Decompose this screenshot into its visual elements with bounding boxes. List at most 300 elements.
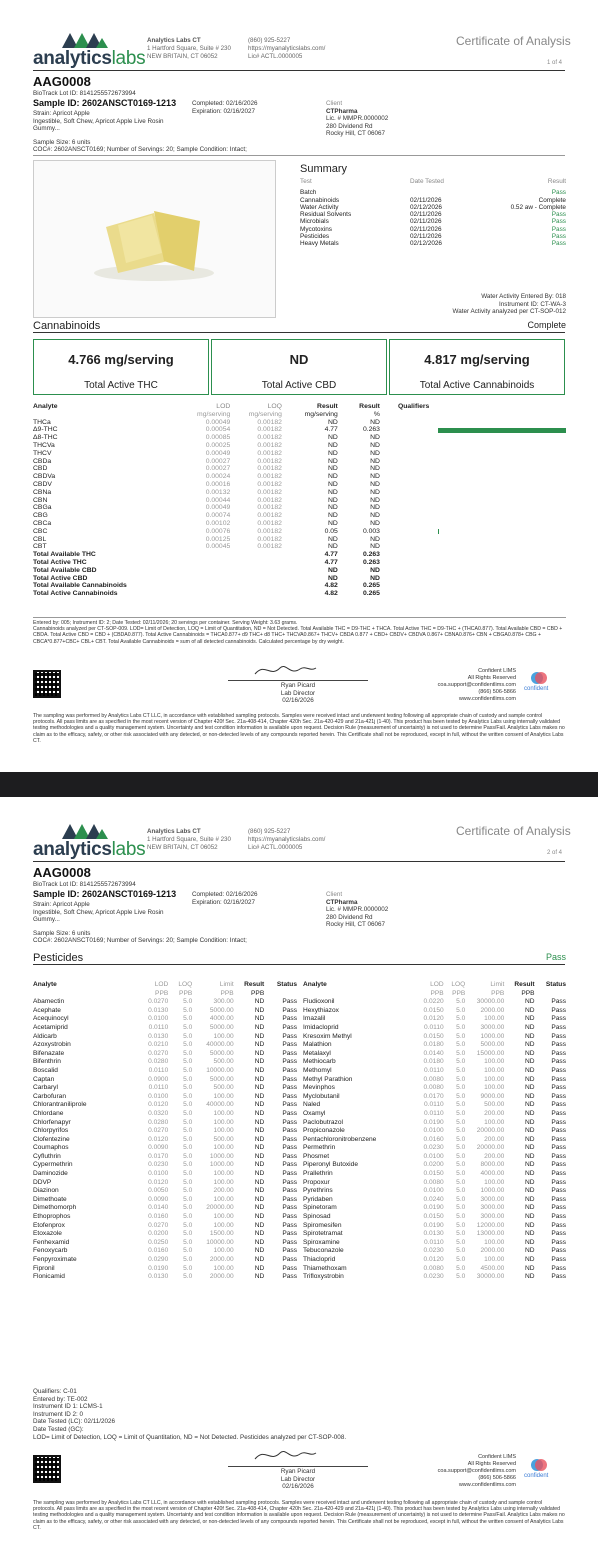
- status-value: Pass: [551, 1058, 566, 1066]
- document-title: Certificate of Analysis: [456, 824, 571, 838]
- status-value: Pass: [551, 1204, 566, 1212]
- analyte-name: CBNa: [33, 488, 52, 496]
- lod-value: 0.0280: [148, 1118, 169, 1126]
- loq-value: 5.0: [183, 1152, 193, 1160]
- loq-value: 5.0: [456, 1023, 466, 1031]
- lab-logo: analyticslabs: [33, 48, 146, 69]
- result-value: ND: [254, 1273, 265, 1281]
- loq-value: 5.0: [456, 1256, 466, 1263]
- total-percent: ND: [370, 574, 380, 582]
- disclaimer: The sampling was performed by Analytics Labs CT LLC, in accordance with established sampling protocols. Samples were received intact and underwent testing following all appropriate chain of custody and sample control protocols. All pass limits are as specified in the most recent version of Chapter 420f Sec. 21a-408-414, Chapter 420h Sec. 21a-420-429 and 21a-421j (1-40). This product has been tested by Analytics Labs using internally validated testing methodologies and a quality management system. Uncertainty and test condition information is available upon request. Decision Rule (measurement of uncertainty) is not used to determine Pass/Fail. Analytics Labs makes no claim as to the efficacy, safety, or other risk associated with any detected, or non-detected levels of any compounds reported herein. This Certificate shall not be reproduced, except in full, without the written consent of Analytics Labs CT.: [33, 1500, 565, 1531]
- cannabinoid-row: [33, 434, 566, 442]
- lod-value: 0.0170: [423, 1092, 444, 1100]
- pesticide-name: Imidacloprid: [303, 1023, 339, 1031]
- loq-value: 5.0: [456, 1195, 466, 1203]
- lod-value: 0.0900: [148, 1075, 169, 1083]
- client-info: Client CTPharma Lic. # MMPR.0000002 280 Dividend Rd Rocky Hill, CT 06067: [326, 100, 389, 138]
- cannabinoid-row: [33, 512, 566, 520]
- lod-value: 0.0190: [423, 1118, 444, 1126]
- status-value: Pass: [551, 1264, 566, 1272]
- loq-value: 5.0: [183, 1221, 193, 1229]
- header-divider: [33, 861, 565, 862]
- result-value: ND: [525, 1066, 535, 1074]
- confident-brand: confident: [524, 686, 549, 692]
- pesticide-row: [33, 1033, 297, 1042]
- total-name: Total Available Cannabinoids: [33, 582, 127, 590]
- lod-value: 0.0230: [423, 1247, 444, 1255]
- limit-value: 200.00: [213, 1187, 234, 1195]
- lod-value: 0.00045: [205, 543, 231, 551]
- pesticide-name: Paclobutrazol: [303, 1118, 343, 1126]
- pesticide-row: [33, 1093, 297, 1102]
- total-active-cbd-box: ND Total Active CBD: [211, 339, 387, 395]
- analyte-name: CBT: [33, 543, 47, 551]
- status-value: Pass: [551, 1256, 566, 1263]
- pesticide-row: [303, 1093, 566, 1102]
- pesticide-name: Fipronil: [33, 1264, 55, 1272]
- pesticide-name: Spinetoram: [303, 1204, 337, 1212]
- lod-value: 0.0110: [424, 1023, 444, 1031]
- loq-value: 5.0: [456, 1075, 466, 1083]
- lod-value: 0.0110: [148, 1023, 169, 1031]
- limit-value: 1000.00: [209, 1161, 234, 1169]
- pesticide-row: [33, 1144, 297, 1153]
- loq-value: 5.0: [183, 1256, 193, 1263]
- status-value: Pass: [551, 1135, 566, 1143]
- pesticide-name: Fenpyroximate: [33, 1256, 77, 1263]
- total-percent: ND: [370, 566, 380, 574]
- result-mg: ND: [328, 441, 338, 449]
- lod-value: 0.0150: [423, 1032, 444, 1040]
- summary-row: [300, 197, 566, 204]
- result-value: ND: [525, 1170, 535, 1178]
- loq-value: 5.0: [456, 1127, 466, 1135]
- summary-test: Mycotoxins: [300, 225, 332, 233]
- lod-value: 0.0290: [148, 1256, 169, 1263]
- empty-cell: [230, 590, 282, 598]
- total-percent: 0.265: [362, 590, 380, 598]
- status-value: Pass: [551, 1273, 566, 1281]
- coa-page-1: [0, 0, 598, 772]
- result-value: ND: [525, 1152, 535, 1160]
- pesticide-name: Etofenprox: [33, 1221, 65, 1229]
- result-value: ND: [525, 1118, 535, 1126]
- cannabinoid-table: Analyte LOD LOQ Result Result Qualifiers mg/serving mg/serving mg/serving % THCa 0.00049 0.00182 ND ND Δ9-THC 0.00054 0.00182 4.77 0.263 Δ8-THC 0.00085 0.00182 ND ND THCVa 0.00025 0.00182 ND ND THCV 0.00049 0.00182 ND ND CBDa 0.00027 0.00182 ND ND CBD 0.00027 0.00182 ND ND CBDVa 0.00024 0.00182 ND ND CBDV 0.00016 0.00182 ND ND CBNa 0.00132 0.00182 ND ND CBN 0.00044 0.00182 ND ND CBGa 0.00049 0.00182 ND ND CBG 0.00074 0.00182 ND ND CBCa 0.00102 0.00182 ND ND CBC 0.00076 0.00182 0.05 0.003 CBL 0.00125 0.00182 ND ND CBT 0.00045 0.00182 ND ND Total Available THC 4.77 0.263 Total Active THC 4.77 0.263 Total Available CBD ND ND Total Active CBD ND ND Total Available Cannabinoids 4.82 0.265 Total Active Cannabinoids 4.82 0.265: [33, 403, 566, 598]
- pesticide-row: [303, 1144, 566, 1153]
- qualifier-bar-cell: [380, 426, 566, 434]
- pesticide-name: Chlordane: [33, 1109, 64, 1117]
- status-value: Pass: [282, 1032, 297, 1040]
- cannabinoid-row: [33, 489, 566, 497]
- loq-value: 5.0: [183, 1230, 193, 1238]
- qualifier-bar-cell: [380, 442, 566, 450]
- pesticide-name: Myclobutanil: [303, 1092, 340, 1100]
- pesticide-row: [33, 1127, 297, 1136]
- limit-value: 9000.00: [480, 1092, 505, 1100]
- pesticide-row: [33, 1058, 297, 1067]
- limit-value: 100.00: [484, 1178, 505, 1186]
- result-value: ND: [254, 1066, 265, 1074]
- result-value: ND: [525, 1092, 535, 1100]
- result-value: ND: [254, 1221, 265, 1229]
- result-value: ND: [254, 1256, 265, 1263]
- page-separator: [0, 772, 598, 797]
- pesticide-row: [303, 1050, 566, 1059]
- lab-address: Analytics Labs CT 1 Hartford Square, Suite # 230 NEW BRITAIN, CT 06052: [147, 828, 231, 851]
- result-value: ND: [525, 1195, 535, 1203]
- limit-value: 8000.00: [480, 1161, 505, 1169]
- loq-value: 5.0: [183, 1187, 193, 1195]
- pesticides-divider: [33, 964, 565, 965]
- pesticides-table-right: Analyte LOD LOQ Limit Result Status PPB PPB PPB PPB Fludioxonil 0.0220 5.0 30000.00 ND Pass Hexythiazox 0.0150 5.0 2000.00 ND Pass Imazalil 0.0120 5.0 100.00 ND Pass Imidacloprid 0.0110 5.0 3000.00 ND Pass Kresoxim Methyl 0.0150 5.0 1000.00 ND Pass Malathion 0.0180 5.0 5000.00 ND Pass Metalaxyl 0.0140 5.0 15000.00 ND Pass Methiocarb 0.0180 5.0 100.00 ND Pass Methomyl 0.0110 5.0 100.00 ND Pass Methyl Parathion 0.0080 5.0 100.00 ND Pass Mevinphos 0.0080 5.0 100.00 ND Pass Myclobutanil 0.0170 5.0 9000.00 ND Pass Naled 0.0110 5.0 500.00 ND Pass Oxamyl 0.0110 5.0 200.00 ND Pass Paclobutrazol 0.0190 5.0 100.00 ND Pass Propiconazole 0.0100 5.0 20000.00 ND Pass Pentachloronitrobenzene 0.0160 5.0 200.00 ND Pass Permethrin 0.0230 5.0 20000.00 ND Pass Phosmet 0.0100 5.0 200.00 ND Pass Piperonyl Butoxide 0.0200 5.0 8000.00 ND Pass Prallethrin 0.0150 5.0 4000.00 ND Pass Propoxur 0.0080 5.0 100.00 ND Pass Pyrethrins 0.0100 5.0 1000.00 ND Pass Pyridaben 0.0240 5.0 3000.00 ND Pass Spinetoram 0.0190 5.0 3000.00 ND Pass Spinosad 0.0150 5.0 3000.00 ND Pass Spiromesifen 0.0190 5.0 12000.00 ND Pass Spirotetramat 0.0130 5.0 13000.00 ND Pass Spiroxamine 0.0110 5.0 100.00 ND Pass Tebuconazole 0.0230 5.0 2000.00 ND Pass Thiacloprid 0.0120 5.0 100.00 ND Pass Thiamethoxam 0.0080 5.0 4500.00 ND Pass Trifloxystrobin 0.0230 5.0 30000.00 ND Pass: [303, 981, 566, 1281]
- summary-test: Microbials: [300, 218, 329, 226]
- pesticide-name: Carbofuran: [33, 1092, 66, 1100]
- cannabinoid-row: [33, 497, 566, 505]
- lod-value: 0.00024: [205, 473, 231, 481]
- limit-value: 100.00: [213, 1195, 234, 1203]
- lod-value: 0.00125: [205, 535, 231, 543]
- result-value: ND: [525, 1101, 535, 1109]
- status-value: Pass: [282, 1204, 297, 1212]
- result-value: ND: [254, 1049, 265, 1057]
- lod-value: 0.0190: [148, 1264, 169, 1272]
- qualifier-bar-cell: [380, 536, 566, 544]
- summary-result: Pass: [551, 189, 566, 197]
- pesticide-name: Pyrethrins: [303, 1187, 333, 1195]
- result-value: ND: [525, 1049, 535, 1057]
- pesticide-row: [33, 1273, 297, 1282]
- page-number: 1 of 4: [547, 60, 563, 66]
- result-mg: ND: [328, 465, 338, 473]
- document-title: Certificate of Analysis: [456, 34, 571, 48]
- empty-cell: [153, 567, 230, 575]
- pesticide-name: Naled: [303, 1101, 321, 1109]
- lod-value: 0.0320: [148, 1109, 169, 1117]
- pesticide-name: Chlorfenapyr: [33, 1118, 71, 1126]
- empty-cell: [153, 559, 230, 567]
- cannabinoid-notes: Entered by: 005; Instrument ID: 2; Date Tested: 02/11/2026; 20 servings per container. Serving Weight: 3.63 grams. Cannabinoids analyzed per CT-SOP-009. LOD= Limit of Detection, LOQ = Limit of Quantitation, ND = Not Detected. Total Available THC = D9-THC + THCA. Total Active THC = D9-THC + (THCA0.877). Total Available CBD = CBD + CBDA. Total Active CBD = CBD + (CBDA0.877). Total Active Cannabinoids = THCA0.877+ d9 THC+ d8 THC+ THCVA0.867+ THCV+ CBDA 0.877 + CBD+ CBDV+ CBDVA 0.867+ CBNA0.876+ CBN + CBGA0.878+ CBG + CBCA*0.877+CBC+ CBL+ CBT. Total Available Cannabinoids = sum of all detected cannabinoids. Calculated percentage by dry weight.: [33, 620, 563, 645]
- empty-cell: [230, 559, 282, 567]
- lod-value: 0.0270: [148, 1221, 169, 1229]
- cannabinoid-row: [33, 520, 566, 528]
- sample-size: Sample Size: 6 units: [33, 930, 91, 937]
- lod-value: 0.00025: [205, 441, 231, 449]
- loq-value: 0.00182: [257, 426, 282, 434]
- loq-value: 5.0: [456, 1066, 466, 1074]
- pesticide-row: [33, 1067, 297, 1076]
- pesticide-name: Spirotetramat: [303, 1230, 343, 1238]
- lod-value: 0.00085: [205, 434, 231, 442]
- lod-value: 0.0220: [423, 998, 444, 1006]
- status-value: Pass: [282, 998, 297, 1006]
- status-value: Pass: [551, 1101, 566, 1109]
- pesticide-name: Coumaphos: [33, 1144, 69, 1152]
- pesticide-row: [33, 1024, 297, 1033]
- status-value: Pass: [282, 1230, 297, 1238]
- lod-value: 0.0160: [148, 1247, 169, 1255]
- lod-value: 0.00027: [205, 465, 231, 473]
- pesticide-name: Mevinphos: [303, 1084, 335, 1092]
- result-value: ND: [525, 1178, 535, 1186]
- status-value: Pass: [282, 1264, 297, 1272]
- pesticide-name: Propoxur: [303, 1178, 330, 1186]
- loq-value: 5.0: [183, 1195, 193, 1203]
- pesticide-name: Prallethrin: [303, 1170, 333, 1178]
- loq-value: 5.0: [456, 1101, 466, 1109]
- limit-value: 100.00: [484, 1075, 505, 1083]
- loq-value: 5.0: [456, 1049, 466, 1057]
- lod-value: 0.00027: [205, 457, 231, 465]
- limit-value: 5000.00: [209, 1023, 234, 1031]
- pesticide-row: [303, 998, 566, 1007]
- cannabinoid-total-row: [33, 567, 566, 575]
- summary-date: [410, 189, 500, 196]
- lod-value: 0.0230: [423, 1273, 444, 1281]
- result-mg: ND: [328, 480, 338, 488]
- pesticide-row: [33, 1050, 297, 1059]
- signatory: Ryan Picard Lab Director 02/16/2026: [280, 682, 316, 705]
- limit-value: 15000.00: [476, 1049, 505, 1057]
- sample-id: Sample ID: 2602ANSCT0169-1213: [33, 98, 177, 108]
- lod-value: 0.00054: [205, 426, 231, 434]
- status-value: Pass: [551, 1109, 566, 1117]
- limit-value: 100.00: [213, 1118, 234, 1126]
- status-value: Pass: [282, 1178, 297, 1186]
- sample-id: Sample ID: 2602ANSCT0169-1213: [33, 889, 177, 899]
- qualifier-bar-cell: [380, 489, 566, 497]
- pesticide-row: [33, 1007, 297, 1016]
- loq-value: 0.00182: [257, 543, 282, 551]
- loq-value: 5.0: [456, 1041, 466, 1049]
- total-mg: ND: [328, 566, 338, 574]
- pesticide-row: [303, 1041, 566, 1050]
- status-value: Pass: [551, 1075, 566, 1083]
- result-value: ND: [525, 1006, 535, 1014]
- empty-cell: [230, 582, 282, 590]
- pesticide-row: [303, 1170, 566, 1179]
- coa-page-2: [0, 797, 598, 1561]
- result-value: ND: [254, 1187, 265, 1195]
- status-value: Pass: [551, 1187, 566, 1195]
- result-value: ND: [254, 1264, 265, 1272]
- status-value: Pass: [551, 1213, 566, 1221]
- lod-value: 0.0090: [148, 1144, 169, 1152]
- loq-value: 0.00182: [257, 441, 282, 449]
- lab-contact: (860) 925-5227 https://myanalyticslabs.com/ Lic# ACTL.0000005: [248, 37, 326, 60]
- analyte-name: CBN: [33, 496, 48, 504]
- cannabinoid-row: [33, 536, 566, 544]
- lod-value: 0.0250: [148, 1238, 169, 1246]
- result-value: ND: [525, 1161, 535, 1169]
- lod-value: 0.0230: [423, 1144, 444, 1152]
- pesticides-status: Pass: [545, 952, 566, 962]
- lod-value: 0.0230: [148, 1161, 169, 1169]
- pesticide-name: Cypermethrin: [33, 1161, 73, 1169]
- loq-value: 5.0: [456, 1084, 466, 1092]
- result-value: ND: [254, 1058, 265, 1066]
- pesticide-row: [303, 1204, 566, 1213]
- lod-value: 0.0270: [148, 998, 169, 1006]
- pesticide-name: Methyl Parathion: [303, 1075, 353, 1083]
- loq-value: 0.00182: [257, 519, 282, 527]
- loq-value: 5.0: [456, 1006, 466, 1014]
- pesticide-row: [33, 1076, 297, 1085]
- pesticide-row: [33, 1196, 297, 1205]
- lod-value: 0.0270: [148, 1049, 169, 1057]
- result-value: ND: [254, 1023, 265, 1031]
- result-value: ND: [525, 1230, 535, 1238]
- summary-result: Complete: [538, 196, 566, 204]
- pesticide-name: Carbaryl: [33, 1084, 58, 1092]
- status-value: Pass: [282, 1195, 297, 1203]
- status-value: Pass: [551, 998, 566, 1006]
- signatory: Ryan Picard Lab Director 02/16/2026: [280, 1468, 316, 1491]
- loq-value: 5.0: [183, 1101, 193, 1109]
- empty-cell: [230, 575, 282, 583]
- total-name: Total Available THC: [33, 551, 96, 559]
- cannabinoid-total-row: [33, 582, 566, 590]
- loq-value: 5.0: [183, 1075, 193, 1083]
- pesticide-row: [303, 1196, 566, 1205]
- limit-value: 100.00: [213, 1247, 234, 1255]
- limit-value: 5000.00: [209, 1006, 234, 1014]
- biotrack-id: BioTrack Lot ID: 8141255572673994: [33, 881, 136, 888]
- loq-value: 5.0: [183, 1273, 193, 1281]
- result-value: ND: [525, 1075, 535, 1083]
- pesticide-row: [33, 1213, 297, 1222]
- result-percent: 0.003: [362, 527, 380, 535]
- result-mg: ND: [328, 496, 338, 504]
- loq-value: 5.0: [183, 1058, 193, 1066]
- analyte-name: THCa: [33, 418, 51, 426]
- qualifier-bar-cell: [380, 434, 566, 442]
- limit-value: 40000.00: [206, 1041, 234, 1049]
- result-mg: 0.05: [324, 527, 338, 535]
- status-value: Pass: [551, 1084, 566, 1092]
- result-value: ND: [525, 1264, 535, 1272]
- pesticide-notes: Qualifiers: C-01 Entered by: TE-002 Instrument ID 1: LCMS-1 Instrument ID 2: 0 Date Tested (LC): 02/11/2026 Date Tested (GC): LOD= Limit of Detection, LOQ = Limit of Quantitation, ND = Not Detected. Pesticides analyzed per CT-SOP-008.: [33, 1388, 347, 1441]
- status-value: Pass: [551, 1144, 566, 1152]
- qualifier-bar-cell: [380, 520, 566, 528]
- empty-cell: [230, 567, 282, 575]
- status-value: Pass: [282, 1213, 297, 1221]
- status-value: Pass: [282, 1256, 297, 1263]
- status-value: Pass: [551, 1127, 566, 1135]
- qualifier-bar-cell: [380, 504, 566, 512]
- lod-value: 0.0180: [423, 1058, 444, 1066]
- qualifier-bar-cell: [380, 497, 566, 505]
- pesticide-row: [303, 1222, 566, 1231]
- pesticide-name: Propiconazole: [303, 1127, 345, 1135]
- pesticide-name: Thiamethoxam: [303, 1264, 347, 1272]
- loq-value: 5.0: [456, 1144, 466, 1152]
- cannabinoid-table-divider: [33, 617, 566, 618]
- empty-cell: [153, 590, 230, 598]
- status-value: Pass: [551, 1023, 566, 1031]
- status-value: Pass: [282, 1109, 297, 1117]
- signature-line: [228, 1466, 368, 1467]
- pesticide-name: Spiroxamine: [303, 1238, 340, 1246]
- client-info: Client CTPharma Lic. # MMPR.0000002 280 Dividend Rd Rocky Hill, CT 06067: [326, 891, 389, 929]
- page-number: 2 of 4: [547, 850, 563, 856]
- lod-value: 0.0120: [423, 1256, 444, 1263]
- qualifier-bar-cell: [380, 465, 566, 473]
- loq-value: 5.0: [456, 1204, 466, 1212]
- analyte-name: CBDV: [33, 480, 52, 488]
- cannabinoid-row: [33, 543, 566, 551]
- lod-value: 0.0280: [148, 1058, 169, 1066]
- status-value: Pass: [551, 1066, 566, 1074]
- result-mg: ND: [328, 535, 338, 543]
- summary-row: [300, 233, 566, 240]
- limit-value: 100.00: [213, 1178, 234, 1186]
- lod-value: 0.0090: [148, 1195, 169, 1203]
- lod-value: 0.0150: [423, 1213, 444, 1221]
- cannabinoid-row: [33, 473, 566, 481]
- pesticide-row: [33, 1136, 297, 1145]
- summary-test: Batch: [300, 189, 317, 197]
- pesticide-name: Bifenthrin: [33, 1058, 61, 1066]
- limit-value: 4000.00: [209, 1015, 234, 1023]
- limit-value: 1000.00: [480, 1187, 505, 1195]
- summary-result: Pass: [551, 233, 566, 241]
- summary-row: [300, 226, 566, 233]
- result-percent: ND: [370, 543, 380, 551]
- lod-value: 0.0160: [148, 1213, 169, 1221]
- pesticide-name: Fenoxycarb: [33, 1247, 68, 1255]
- total-mg: 4.77: [324, 558, 338, 566]
- limit-value: 200.00: [484, 1152, 505, 1160]
- lod-value: 0.0100: [423, 1187, 444, 1195]
- status-value: Pass: [282, 1127, 297, 1135]
- pesticide-row: [33, 1110, 297, 1119]
- summary-result: Pass: [551, 240, 566, 248]
- water-activity-notes: Water Activity Entered By: 018 Instrument ID: CT-WA-3 Water Activity analyzed per CT-SOP-012: [452, 293, 566, 316]
- lod-value: 0.00074: [205, 512, 231, 520]
- total-percent: 0.265: [362, 582, 380, 590]
- status-value: Pass: [282, 1066, 297, 1074]
- qualifier-bar-cell: [380, 458, 566, 466]
- pesticide-row: [303, 1024, 566, 1033]
- result-value: ND: [525, 1273, 535, 1281]
- result-mg: ND: [328, 519, 338, 527]
- limit-value: 10000.00: [206, 1066, 234, 1074]
- pesticide-name: Oxamyl: [303, 1109, 326, 1117]
- lod-value: 0.0080: [423, 1075, 444, 1083]
- empty-cell: [153, 582, 230, 590]
- limit-value: 100.00: [213, 1109, 234, 1117]
- result-mg: ND: [328, 488, 338, 496]
- total-name: Total Available CBD: [33, 566, 97, 574]
- result-percent: ND: [370, 535, 380, 543]
- limit-value: 40000.00: [206, 1101, 234, 1109]
- pesticide-name: Spinosad: [303, 1213, 331, 1221]
- pesticide-row: [303, 1119, 566, 1128]
- status-value: Pass: [551, 1006, 566, 1014]
- lod-value: 0.0100: [148, 1092, 169, 1100]
- limit-value: 100.00: [484, 1015, 505, 1023]
- summary-date: 02/11/2026: [410, 211, 442, 219]
- status-value: Pass: [282, 1049, 297, 1057]
- loq-value: 0.00182: [257, 512, 282, 520]
- cannabinoid-total-row: [33, 575, 566, 583]
- result-percent: ND: [370, 449, 380, 457]
- sample-dates: Completed: 02/16/2026 Expiration: 02/16/2027: [192, 100, 258, 115]
- pesticide-row: [33, 1247, 297, 1256]
- qr-code-icon: [33, 1455, 61, 1483]
- cannabinoid-total-row: [33, 551, 566, 559]
- loq-value: 0.00182: [257, 465, 282, 473]
